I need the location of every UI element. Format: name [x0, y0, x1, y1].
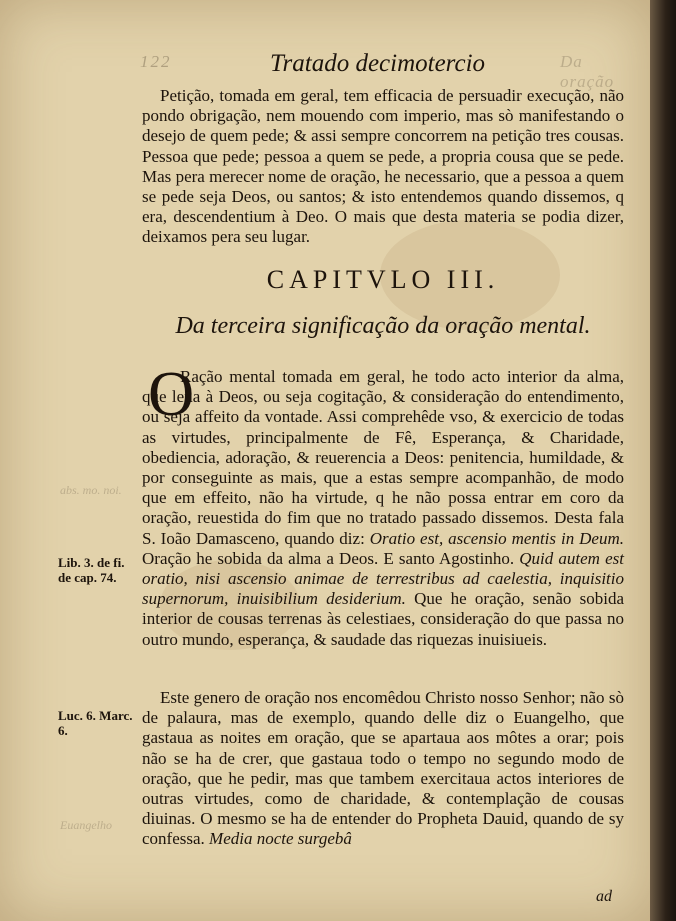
drop-cap: O [148, 358, 195, 429]
paragraph-1-text-b: Oração he sobida da alma a Deos. E santo Agostinho. [142, 548, 515, 568]
running-title: Tratado decimotercio [270, 50, 486, 77]
chapter-heading: CAPITVLO III. [266, 265, 500, 294]
latin-quote-damascene: Oratio est, ascensio mentis in Deum. [369, 528, 624, 548]
paragraph-2 [142, 688, 624, 850]
intro-paragraph: Petição, tomada em geral, tem efficacia de persuadir execução, não pondo obrigação, nem mouendo com imperio, mas sò manifestando o desejo de quem pede; & assi sempre concorrem na petição tres cousas. Pessoa que pede; pessoa a quem se pede, a propria cousa que se pede. Mas pera merecer nome de oração, he necessario, que a pessoa a quem se pede seja Deos, ou santos; & isto entendemos quando dissemos, q era, descendentium à Deo. O mais que desta materia se podia dizer, deixamos pera seu lugar. [142, 86, 624, 247]
bleed-through-text: Da oração [560, 52, 615, 91]
paragraph-1-text-a: alma, que leua à Deos, ou seja cogitação, & consideração do entendimento, ou seja affeito da vontade. Assi comprehêde vso, & exercicio de todas as virtudes, principalmente de Fê, Esperança, & Charidade, obediencia, adoração, & reuerencia a Deos: penitencia, humildade, & por conseguinte as mais, que a estas sempre acompanhão, de modo que em effeito, não ha virtude, q he não possa entrar em coro da oração, reuestida do fim que no tratado passado dissemos. Desta fala S. Ioão Damasceno, quando diz: [142, 367, 624, 548]
paragraph-1 [142, 367, 624, 650]
marginal-note-reference: Lib. 3. de fi. de cap. 74. [58, 555, 125, 585]
paragraph-1-first-line: Ração mental tomada em geral, he todo acto interior da [180, 367, 580, 386]
bleed-through-note: Euangelho [60, 818, 112, 832]
bleed-through-note: abs. mo. noi. [60, 483, 122, 497]
marginal-note-reference: Luc. 6. Marc. 6. [58, 708, 133, 738]
page-number: 122 [140, 52, 172, 71]
latin-quote-augustine: Quid autem est oratio, nisi ascensio animae de terrestribus ad caelestia, inquisitio supernorum, inuisibilium desiderium. [142, 548, 624, 609]
catchword: ad [596, 888, 612, 905]
running-header [130, 50, 630, 91]
chapter-subtitle: Da terceira significação da oração mental. [175, 313, 591, 339]
latin-quote-david: Media nocte surgebâ [209, 829, 352, 849]
book-gutter [650, 0, 676, 921]
paragraph-1-text-c: Que he oração, senão sobida interior de cousas terrenas às celestiaes, consideração do que passa no outro mundo, esperança, & saudade das riquezas inuisiueis. [142, 589, 624, 649]
paragraph-2-text: Este genero de oração nos encomêdou Christo nosso Senhor; não sò de palaura, mas de exemplo, quando delle diz o Euangelho, que gastaua as noites em oração, que se apartaua aos môtes a orar; pois não se ha de crer, que gastaua todo o tempo no segundo modo de oração, que he pedir, mas que tambem exercitaua actos interiores de outras virtudes, como de charidade, & contemplação de cousas diuinas. O mesmo se ha de entender do Propheta Dauid, quando de sy confessa. [142, 688, 624, 849]
